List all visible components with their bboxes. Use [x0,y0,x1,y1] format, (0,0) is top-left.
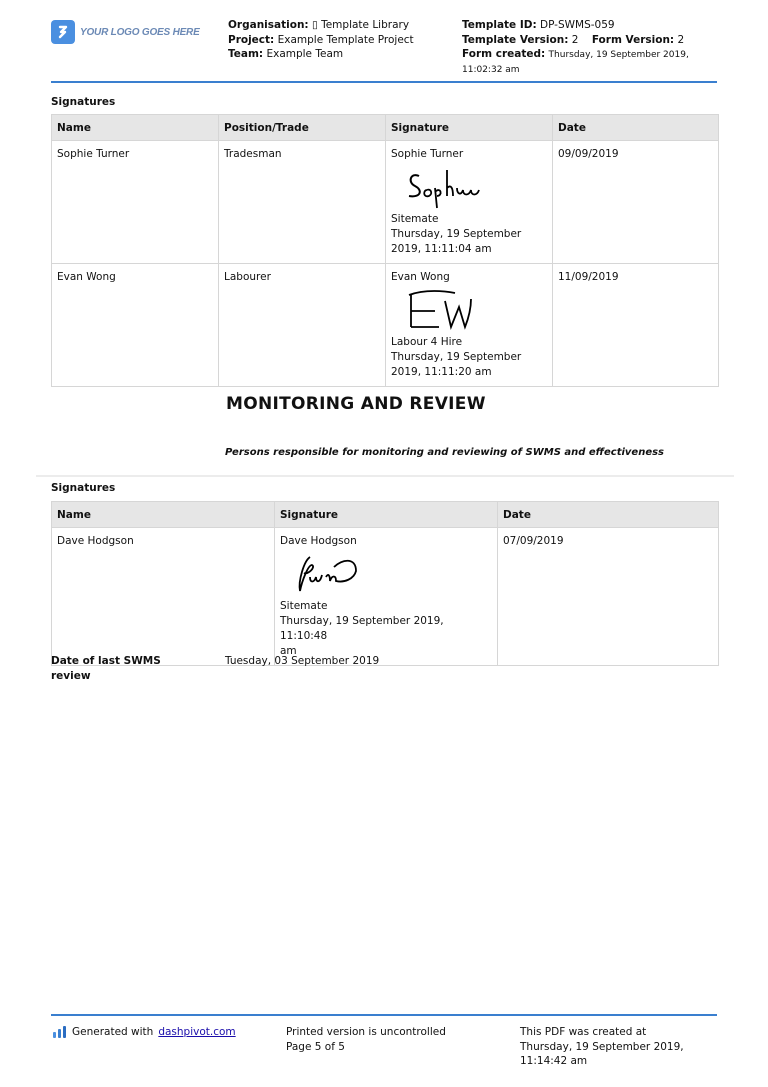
last-review-label: Date of last SWMS review [51,655,161,682]
section-subtitle: Persons responsible for monitoring and reviewing of SWMS and effectiveness [225,447,665,458]
column-header: Signature [275,502,498,528]
signatures-label: Signatures [51,482,116,494]
name-cell: Dave Hodgson [52,528,275,666]
date-cell: 09/09/2019 [553,141,719,264]
column-header: Name [52,115,219,141]
logo-text: YOUR LOGO GOES HERE [80,26,200,38]
signature-cell: Sophie Turner Sitemate Thursday, 19 September 2019, 11:11:04 am [386,141,553,264]
table-row [52,141,719,264]
dashpivot-link[interactable]: dashpivot.com [158,1026,236,1038]
column-header: Name [52,502,275,528]
section-divider [36,475,734,477]
team-line: Team: Example Team [228,48,344,60]
column-header: Signature [386,115,553,141]
table-header-row [52,115,719,141]
header-org-info [228,18,414,62]
monitoring-signatures-table [51,501,719,666]
signature-image [405,287,485,333]
signatures-label: Signatures [51,96,116,108]
name-cell: Sophie Turner [52,141,219,264]
version-line: Template Version: 2 Form Version: 2 [462,33,685,46]
table-header-row [52,502,719,528]
section-title: MONITORING AND REVIEW [226,394,486,414]
footer-divider [51,1014,717,1016]
company-logo [51,20,200,44]
name-cell: Evan Wong [52,264,219,387]
table-row [52,528,719,666]
table-row [52,264,719,387]
signature-image [405,164,485,210]
organisation-line: Organisation: ▯ Template Library [228,19,410,31]
signature-cell: Evan Wong Labour 4 Hire Thursday, 19 September 2019, 11:11:20 am [386,264,553,387]
position-cell: Tradesman [219,141,386,264]
footer-print-info: Printed version is uncontrolled Page 5 of 5 [286,1026,446,1053]
form-created-line: Form created: Thursday, 19 September 2019, [462,48,689,60]
column-header: Date [498,502,719,528]
signature-image [294,551,374,597]
date-cell: 07/09/2019 [498,528,719,666]
position-cell: Labourer [219,264,386,387]
header-template-info [462,18,689,77]
project-line: Project: Example Template Project [228,33,414,46]
template-id-line: Template ID: DP-SWMS-059 [462,19,615,31]
column-header: Date [553,115,719,141]
date-cell: 11/09/2019 [553,264,719,387]
footer-pdf-created: This PDF was created at Thursday, 19 September 2019, 11:14:42 am [520,1026,684,1067]
signature-cell: Dave Hodgson Sitemate Thursday, 19 September 2019, 11:10:48 am [275,528,498,666]
header-divider [51,81,717,83]
logo-icon [51,20,75,44]
form-created-time: 11:02:32 am [462,64,520,75]
signatures-table [51,114,719,387]
column-header: Position/Trade [219,115,386,141]
last-review-value: Tuesday, 03 September 2019 [225,655,380,667]
dashpivot-bars-icon [53,1026,67,1038]
page-number: Page 5 of 5 [286,1040,345,1053]
footer-generated: Generated with dashpivot.com [53,1025,236,1040]
